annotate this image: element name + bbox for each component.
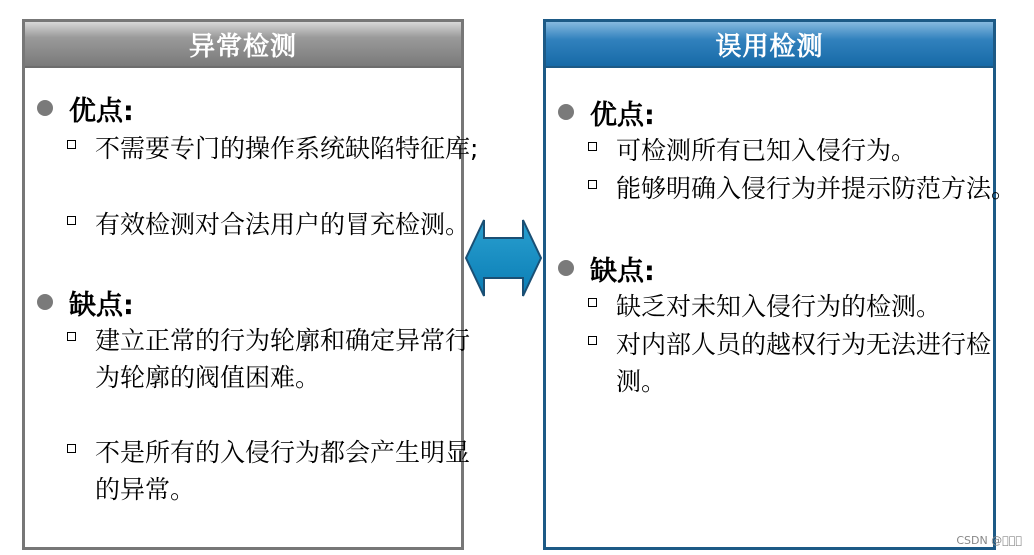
cons-section	[558, 250, 655, 286]
square-bullet-icon	[588, 180, 597, 189]
pros-section	[558, 94, 655, 130]
list-item: 对内部人员的越权行为无法进行检测。	[558, 326, 1016, 400]
square-bullet-icon	[67, 332, 76, 341]
list-item: 不是所有的入侵行为都会产生明显的异常。	[37, 434, 485, 508]
list-item: 有效检测对合法用户的冒充检测。	[37, 206, 485, 243]
watermark: CSDN @   	[956, 534, 1022, 547]
list-item: 建立正常的行为轮廓和确定异常行为轮廓的阀值困难。	[37, 322, 485, 396]
cons-section	[37, 284, 134, 320]
bullet-dot-icon	[558, 104, 574, 120]
square-bullet-icon	[67, 444, 76, 453]
list-item: 缺乏对未知入侵行为的检测。	[558, 288, 1034, 325]
bullet-dot-icon	[558, 260, 574, 276]
list-item: 能够明确入侵行为并提示防范方法。	[558, 170, 1016, 207]
square-bullet-icon	[588, 336, 597, 345]
anomaly-detection-panel	[22, 19, 479, 550]
square-bullet-icon	[588, 142, 597, 151]
cons-heading: 缺点:	[37, 284, 134, 320]
misuse-detection-panel	[543, 19, 1017, 550]
list-item: 可检测所有已知入侵行为。	[558, 132, 1034, 169]
pros-heading: 优点:	[558, 94, 655, 130]
pros-heading: 优点:	[37, 90, 134, 126]
bullet-dot-icon	[37, 100, 53, 116]
square-bullet-icon	[588, 298, 597, 307]
bullet-dot-icon	[37, 294, 53, 310]
double-arrow-icon	[464, 216, 543, 300]
pros-section	[37, 90, 134, 126]
cons-heading: 缺点:	[558, 250, 655, 286]
panel-title: 异常检测	[25, 22, 461, 68]
square-bullet-icon	[67, 140, 76, 149]
panel-title: 误用检测	[546, 22, 993, 68]
square-bullet-icon	[67, 216, 76, 225]
list-item: 不需要专门的操作系统缺陷特征库;	[37, 130, 485, 167]
